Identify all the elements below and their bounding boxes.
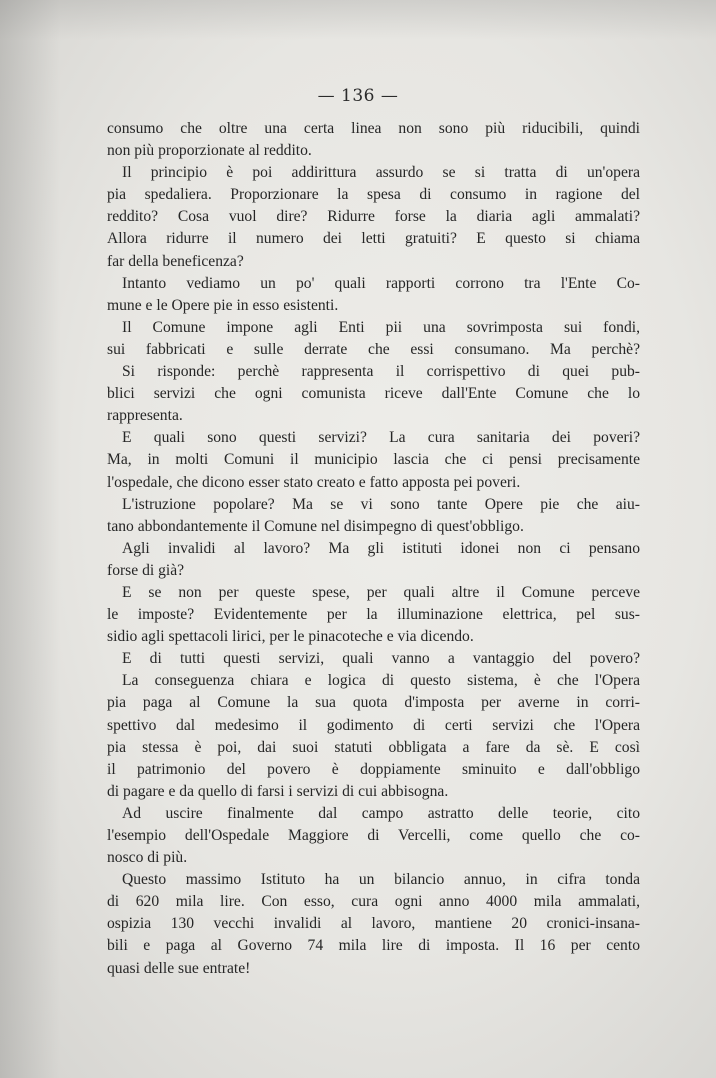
text-line: E di tutti questi servizi, quali vanno a vantaggio del povero? (122, 650, 640, 668)
text-line: mune e le Opere pie in esso esistenti. (107, 296, 339, 314)
text-line: E se non per queste spese, per quali altre il Comune perceve (122, 583, 640, 601)
text-line: il patrimonio del povero è doppiamente sminuito e dall'obbligo (107, 760, 640, 778)
text-line: di pagare e da quello di farsi i servizi di cui abbisogna. (107, 782, 449, 800)
body-text (107, 118, 640, 980)
text-line: di 620 mila lire. Con esso, cura ogni anno 4000 mila ammalati, (107, 893, 640, 911)
text-line: forse di già? (107, 561, 185, 579)
text-line: spettivo dal medesimo il godimento di certi servizi che l'Opera (107, 716, 640, 734)
text-line: blici servizi che ogni comunista riceve dall'Ente Comune che lo (107, 385, 640, 403)
text-line: Si risponde: perchè rappresenta il corrispettivo di quei pub- (122, 363, 640, 381)
text-line: ospizia 130 vecchi invalidi al lavoro, mantiene 20 cronici-insana- (107, 915, 640, 933)
text-line: L'istruzione popolare? Ma se vi sono tante Opere pie che aiu- (122, 495, 640, 513)
text-line: non più proporzionate al reddito. (107, 142, 312, 160)
text-line: pia spedaliera. Proporzionare la spesa di consumo in ragione del (107, 186, 640, 204)
text-line: l'ospedale, che dicono esser stato creato e fatto apposta pei poveri. (107, 473, 521, 491)
text-line: pia stessa è poi, dai suoi statuti obbligata a fare da sè. E così (107, 738, 640, 756)
text-line: Intanto vediamo un po' quali rapporti corrono tra l'Ente Co- (122, 274, 640, 292)
text-line: l'esempio dell'Ospedale Maggiore di Vercelli, come quello che co- (107, 827, 640, 844)
page-shadow-top (0, 0, 716, 40)
text-line: sidio agli spettacoli lirici, per le pinacoteche e via dicendo. (107, 628, 474, 646)
text-line: Ma, in molti Comuni il municipio lascia che ci pensi precisamente (107, 451, 640, 469)
text-line: Questo massimo Istituto ha un bilancio annuo, in cifra tonda (122, 871, 640, 889)
text-line: consumo che oltre una certa linea non sono più riducibili, quindi (107, 120, 640, 137)
text-line: rappresenta. (107, 407, 183, 425)
text-line: Il principio è poi addirittura assurdo se si tratta di un'opera (122, 164, 640, 182)
text-line: bili e paga al Governo 74 mila lire di imposta. Il 16 per cento (107, 937, 640, 955)
text-line: Allora ridurre il numero dei letti gratuiti? E questo si chiama (107, 230, 640, 248)
text-line: Ad uscire finalmente dal campo astratto delle teorie, cito (122, 804, 640, 822)
text-line: Il Comune impone agli Enti pii una sovrimposta sui fondi, (122, 318, 640, 336)
text-line: La conseguenza chiara e logica di questo sistema, è che l'Opera (122, 672, 640, 690)
text-line: Agli invalidi al lavoro? Ma gli istituti idonei non ci pensano (122, 539, 640, 557)
text-line: reddito? Cosa vuol dire? Ridurre forse la diaria agli ammalati? (107, 208, 640, 226)
text-line: sui fabbricati e sulle derrate che essi consumano. Ma perchè? (107, 340, 640, 358)
text-line: nosco di più. (107, 849, 188, 867)
page-number: — 136 — (317, 86, 399, 106)
text-line: quasi delle sue entrate! (107, 959, 251, 977)
text-line: tano abbondantemente il Comune nel disimpegno di quest'obbligo. (107, 517, 524, 535)
page-shadow-left (0, 0, 60, 1078)
text-line: far della beneficenza? (107, 252, 244, 270)
text-line: pia paga al Comune la sua quota d'imposta per averne in corri- (107, 694, 640, 712)
text-line: E quali sono questi servizi? La cura sanitaria dei poveri? (122, 429, 640, 447)
text-line: le imposte? Evidentemente per la illuminazione elettrica, pel sus- (107, 606, 640, 624)
